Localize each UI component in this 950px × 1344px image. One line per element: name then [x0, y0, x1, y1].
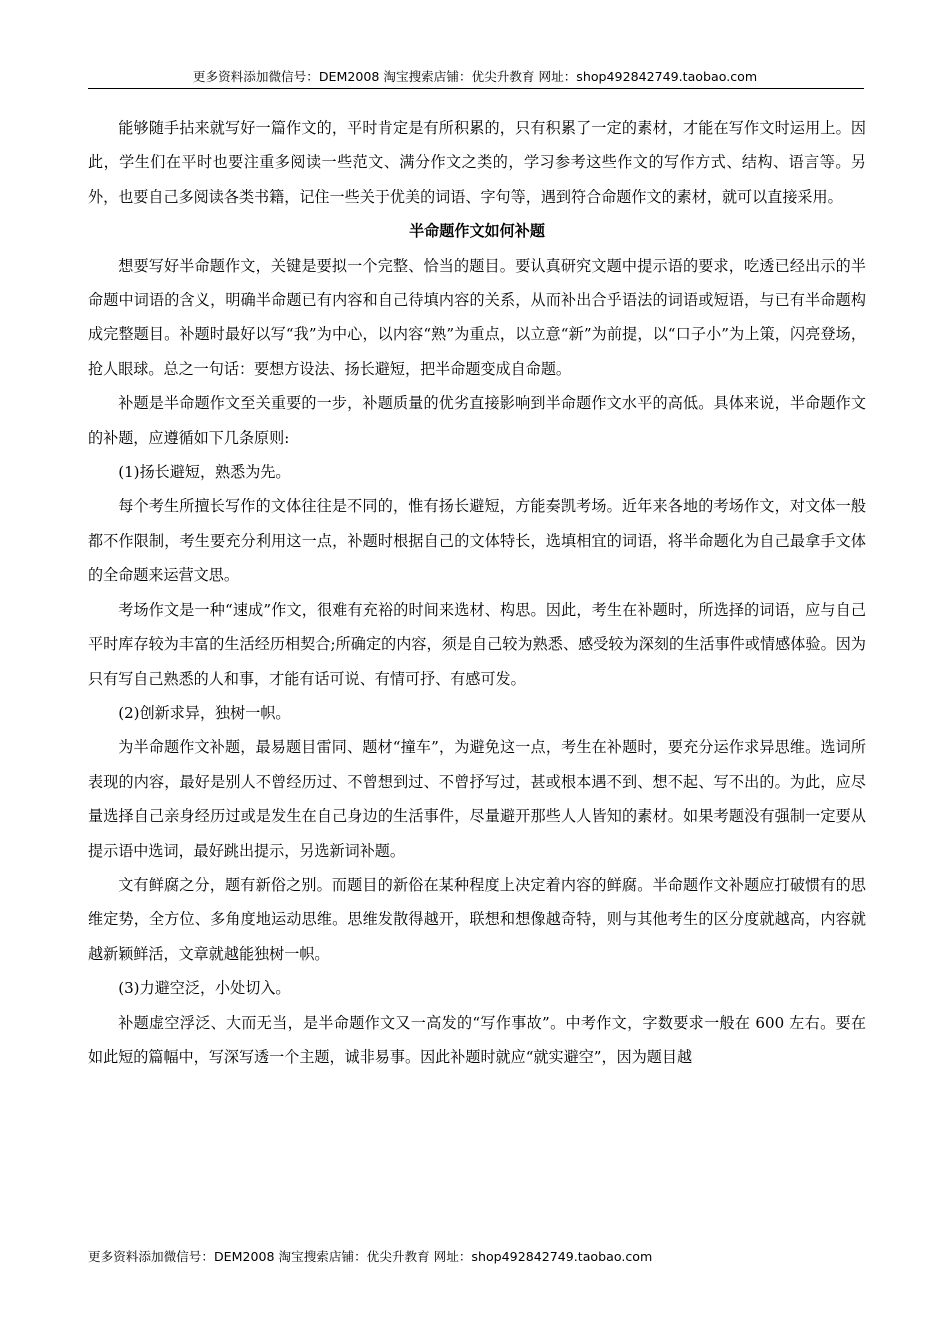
paragraph-2: 想要写好半命题作文，关键是要拟一个完整、恰当的题目。要认真研究文题中提示语的要求，吃透已经出示的半命题中词语的含义，明确半命题已有内容和自己待填内容的关系，从而补出合乎语法的词语或短语，与已有半命题构成完整题目。补题时最好以写“我”为中心，以内容“熟”为重点，以立意“新”为前提，以“口子小”为上策，闪亮登场，抢人眼球。总之一句话：要想方设法、扬长避短，把半命题变成自命题。 — [88, 256, 866, 378]
principle-2-title: (2)创新求异，独树一帜。 — [118, 703, 291, 722]
principle-1-title: (1)扬长避短，熟悉为先。 — [118, 463, 291, 482]
paragraph-11: 补题虚空浮泛、大而无当，是半命题作文又一高发的“写作事故”。中考作文，字数要求一般在 600 左右。要在如此短的篇幅中，写深写透一个主题，诚非易事。因此补题时就应“就实避空”，因为题目越 — [88, 1013, 866, 1066]
article-body — [88, 111, 866, 1074]
section-heading: 半命题作文如何补题 — [409, 222, 545, 241]
principle-3-title: (3)力避空泛，小处切入。 — [118, 979, 291, 998]
header-divider — [88, 88, 864, 89]
paragraph-1: 能够随手拈来就写好一篇作文的，平时肯定是有所积累的，只有积累了一定的素材，才能在写作文时运用上。因此，学生们在平时也要注重多阅读一些范文、满分作文之类的，学习参考这些作文的写作方式、结构、语言等。另外，也要自己多阅读各类书籍，记住一些关于优美的词语、字句等，遇到符合命题作文的素材，就可以直接采用。 — [88, 119, 866, 206]
paragraph-8: 为半命题作文补题，最易题目雷同、题材“撞车”，为避免这一点，考生在补题时，要充分运作求异思维。选词所表现的内容，最好是别人不曾经历过、不曾想到过、不曾抒写过，甚或根本遇不到、想不起、写不出的。为此，应尽量选择自己亲身经历过或是发生在自己身边的生活事件，尽量避开那些人人皆知的素材。如果考题没有强制一定要从提示语中选词，最好跳出提示，另选新词补题。 — [88, 738, 866, 860]
page-footer: 更多资料添加微信号：DEM2008 淘宝搜索店铺：优尖升教育 网址：shop492842749.taobao.com — [88, 1249, 653, 1264]
paragraph-9: 文有鲜腐之分，题有新俗之别。而题目的新俗在某种程度上决定着内容的鲜腐。半命题作文补题应打破惯有的思维定势，全方位、多角度地运动思维。思维发散得越开，联想和想像越奇特，则与其他考生的区分度就越高，内容就越新颖鲜活，文章就越能独树一帜。 — [88, 875, 866, 963]
paragraph-6: 考场作文是一种“速成”作文，很难有充裕的时间来选材、构思。因此，考生在补题时，所选择的词语，应与自己平时库存较为丰富的生活经历相契合;所确定的内容，须是自己较为熟悉、感受较为深刻的生活事件或情感体验。因为只有写自己熟悉的人和事，才能有话可说、有情可抒、有感可发。 — [88, 600, 866, 688]
paragraph-3: 补题是半命题作文至关重要的一步，补题质量的优劣直接影响到半命题作文水平的高低。具体来说，半命题作文的补题，应遵循如下几条原则: — [88, 394, 866, 447]
page-header: 更多资料添加微信号：DEM2008 淘宝搜索店铺：优尖升教育 网址：shop492842749.taobao.com — [192, 69, 758, 84]
paragraph-5: 每个考生所擅长写作的文体往往是不同的，惟有扬长避短，方能奏凯考场。近年来各地的考场作文，对文体一般都不作限制，考生要充分利用这一点，补题时根据自己的文体特长，选填相宜的词语，将半命题化为自己最拿手文体的全命题来运营文思。 — [88, 497, 866, 585]
